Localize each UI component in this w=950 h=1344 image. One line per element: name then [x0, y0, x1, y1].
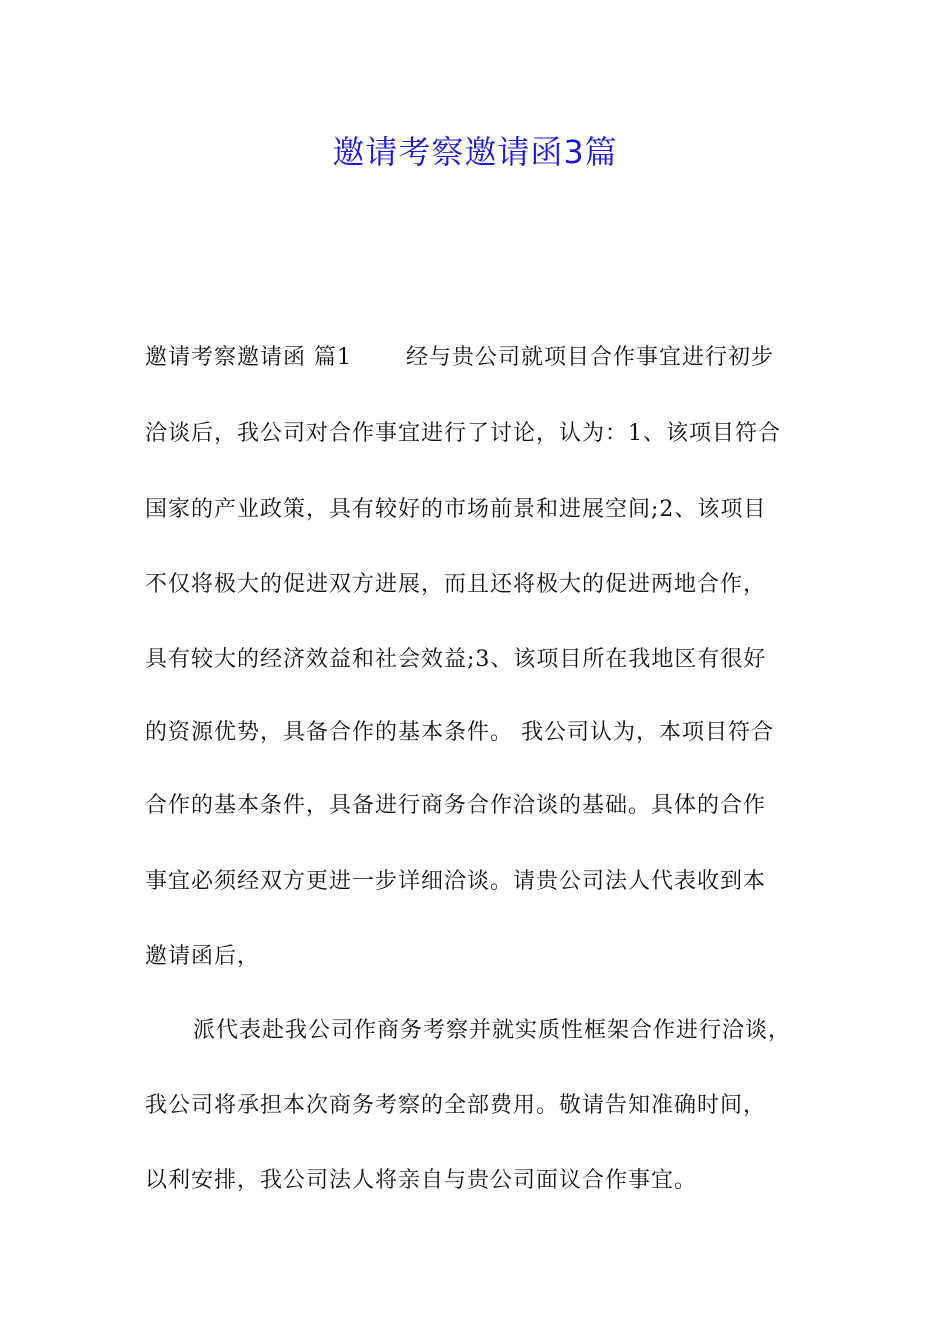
paragraph-line: 我公司将承担本次商务考察的全部费用。敬请告知准确时间，: [145, 1093, 767, 1118]
paragraph-line: 事宜必须经双方更进一步详细洽谈。请贵公司法人代表收到本: [145, 869, 767, 894]
paragraph-line: 邀请考察邀请函 篇1 经与贵公司就项目合作事宜进行初步: [145, 345, 774, 370]
paragraph-line: 具有较大的经济效益和社会效益;3、该项目所在我地区有很好: [145, 647, 767, 672]
paragraph-line: 邀请函后，: [145, 944, 261, 969]
paragraph-line: 洽谈后，我公司对合作事宜进行了讨论，认为：1、该项目符合: [145, 421, 781, 446]
document-title: 邀请考察邀请函3篇: [332, 133, 618, 171]
paragraph-line: 国家的产业政策，具有较好的市场前景和进展空间;2、该项目: [145, 497, 767, 522]
paragraph-line: 的资源优势，具备合作的基本条件。 我公司认为，本项目符合: [145, 720, 774, 745]
paragraph-line: 合作的基本条件，具备进行商务合作洽谈的基础。具体的合作: [145, 793, 767, 818]
paragraph-line: 派代表赴我公司作商务考察并就实质性框架合作进行洽谈，: [170, 1018, 792, 1043]
paragraph-line: 以利安排，我公司法人将亲自与贵公司面议合作事宜。: [145, 1168, 698, 1193]
paragraph-line: 不仅将极大的促进双方进展，而且还将极大的促进两地合作，: [145, 572, 767, 597]
